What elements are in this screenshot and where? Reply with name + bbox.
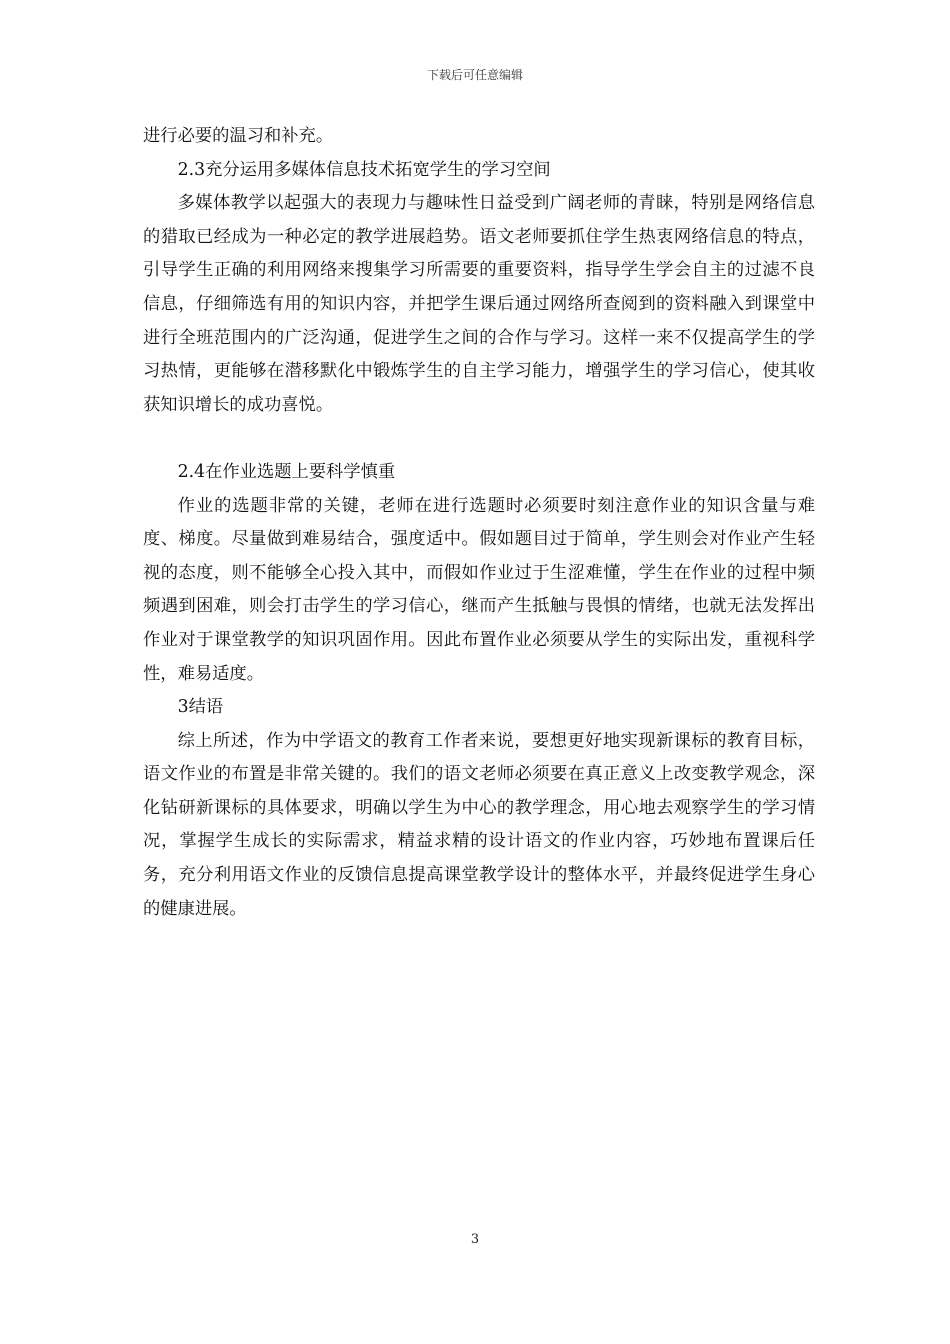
section-heading-3: 3结语	[177, 697, 224, 718]
section-heading-2-3: 2.3充分运用多媒体信息技术拓宽学生的学习空间	[177, 159, 551, 180]
page-number: 3	[470, 1232, 480, 1247]
paragraph-homework-selection: 作业的选题非常的关键，老师在进行选题时必须要时刻注意作业的知识含量与难度、梯度。尽量做到难易结合，强度适中。假如题目过于简单，学生则会对作业产生轻视的态度，则不能够全心投入其中，而假如作业过于生涩难懂，学生在作业的过程中频频遇到困难，则会打击学生的学习信心，继而产生抵触与畏惧的情绪，也就无法发挥出作业对于课堂教学的知识巩固作用。因此布置作业必须要从学生的实际出发，重视科学性，难易适度。	[143, 495, 815, 684]
section-heading-2-4: 2.4在作业选题上要科学慎重	[177, 461, 396, 482]
paragraph-multimedia: 多媒体教学以起强大的表现力与趣味性日益受到广阔老师的青睐，特别是网络信息的猎取已经成为一种必定的教学进展趋势。语文老师要抓住学生热衷网络信息的特点，引导学生正确的利用网络来搜集学习所需要的重要资料，指导学生学会自主的过滤不良信息，仔细筛选有用的知识内容，并把学生课后通过网络所查阅到的资料融入到课堂中进行全班范围内的广泛沟通，促进学生之间的合作与学习。这样一来不仅提高学生的学习热情，更能够在潜移默化中锻炼学生的自主学习能力，增强学生的学习信心，使其收获知识增长的成功喜悦。	[143, 193, 815, 415]
page-header: 下载后可任意编辑	[426, 68, 523, 82]
paragraph-continuation: 进行必要的温习和补充。	[143, 126, 334, 146]
document-body	[143, 120, 815, 926]
paragraph-conclusion: 综上所述，作为中学语文的教育工作者来说，要想更好地实现新课标的教育目标，语文作业的布置是非常关键的。我们的语文老师必须要在真正意义上改变教学观念，深化钻研新课标的具体要求，明确以学生为中心的教学理念，用心地去观察学生的学习情况，掌握学生成长的实际需求，精益求精的设计语文的作业内容，巧妙地布置课后任务，充分利用语文作业的反馈信息提高课堂教学设计的整体水平，并最终促进学生身心的健康进展。	[143, 730, 815, 919]
